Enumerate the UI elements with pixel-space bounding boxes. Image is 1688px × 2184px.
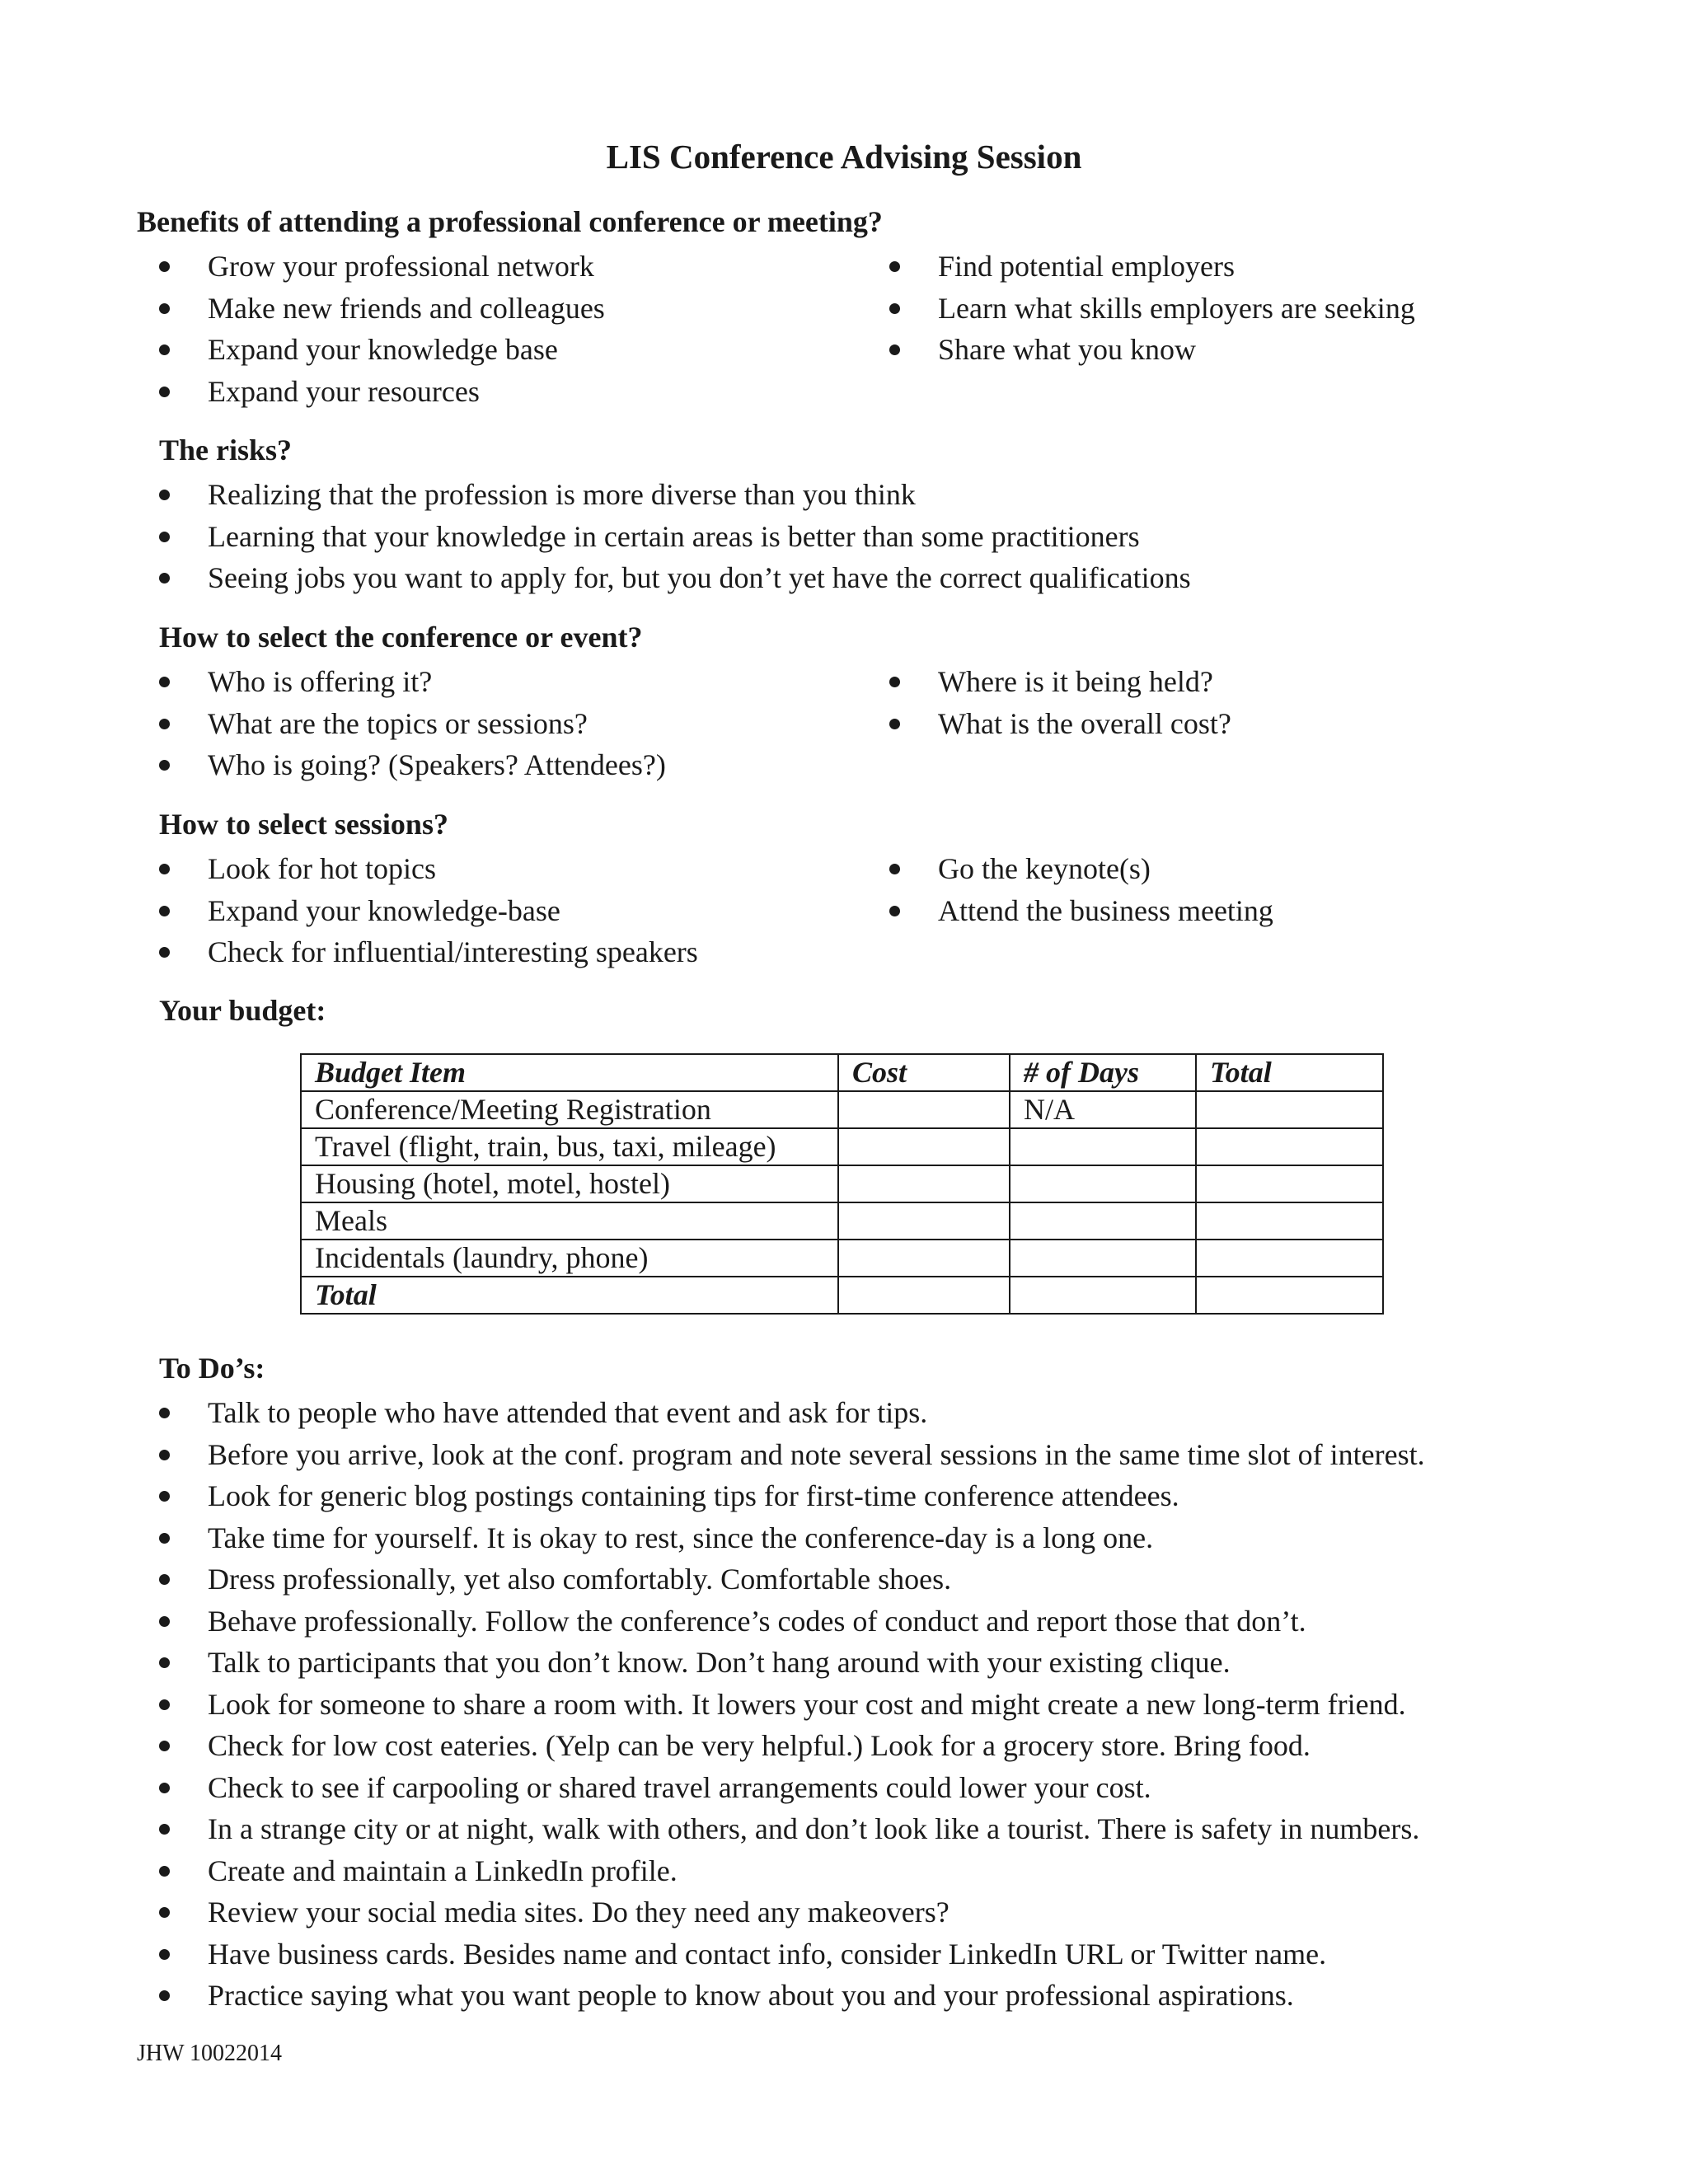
list-item xyxy=(159,1725,1425,1767)
list-item-text: Where is it being held? xyxy=(938,665,1213,698)
budget-cell: Housing (hotel, motel, hostel) xyxy=(301,1165,838,1202)
budget-cell xyxy=(838,1165,1010,1202)
bullet-icon xyxy=(159,1699,170,1710)
bullet-icon xyxy=(159,532,170,542)
bullet-icon xyxy=(159,864,170,874)
list-item xyxy=(159,371,605,413)
budget-cell xyxy=(1196,1277,1383,1314)
list-item xyxy=(889,246,1415,288)
list-item xyxy=(159,848,698,890)
bullet-icon xyxy=(159,1574,170,1585)
list-item-text: Who is going? (Speakers? Attendees?) xyxy=(208,748,666,781)
select-sessions-heading: How to select sessions? xyxy=(159,808,448,841)
bullet-icon xyxy=(159,1741,170,1751)
budget-cell xyxy=(1196,1240,1383,1277)
list-item xyxy=(159,931,698,973)
list-item xyxy=(159,557,1191,599)
table-row xyxy=(301,1128,1383,1165)
list-item-text: Check to see if carpooling or shared travel arrangements could lower your cost. xyxy=(208,1770,1151,1804)
budget-header-row xyxy=(301,1054,1383,1091)
budget-cell xyxy=(1010,1128,1196,1165)
risks-list xyxy=(159,474,1191,599)
list-item-text: Learn what skills employers are seeking xyxy=(938,291,1415,325)
budget-col-total: Total xyxy=(1196,1054,1383,1091)
list-item xyxy=(159,1517,1425,1559)
table-row xyxy=(301,1240,1383,1277)
budget-cell: Meals xyxy=(301,1202,838,1240)
list-item-text: Go the keynote(s) xyxy=(938,852,1151,885)
list-item xyxy=(159,329,605,371)
select-conference-heading: How to select the conference or event? xyxy=(159,621,643,654)
budget-heading: Your budget: xyxy=(159,994,326,1027)
benefits-left-list xyxy=(159,246,605,412)
budget-cell xyxy=(1010,1240,1196,1277)
bullet-icon xyxy=(889,303,900,314)
select-sessions-left-list xyxy=(159,848,698,973)
bullet-icon xyxy=(159,1783,170,1793)
bullet-icon xyxy=(889,719,900,729)
budget-cell xyxy=(1196,1202,1383,1240)
select-conference-left-list xyxy=(159,661,666,786)
budget-cell: Incidentals (laundry, phone) xyxy=(301,1240,838,1277)
list-item xyxy=(159,1933,1425,1975)
bullet-icon xyxy=(159,1990,170,2001)
benefits-right-list xyxy=(889,246,1415,371)
list-item-text: Take time for yourself. It is okay to rest, since the conference-day is a long one. xyxy=(208,1521,1154,1554)
bullet-icon xyxy=(159,1866,170,1877)
list-item-text: Behave professionally. Follow the conference’s codes of conduct and report those that don’t. xyxy=(208,1604,1306,1638)
bullet-icon xyxy=(159,1657,170,1668)
list-item-text: Create and maintain a LinkedIn profile. xyxy=(208,1854,678,1887)
bullet-icon xyxy=(159,1949,170,1960)
footer-code: JHW 10022014 xyxy=(137,2041,283,2066)
list-item xyxy=(159,890,698,932)
budget-cell: Conference/Meeting Registration xyxy=(301,1091,838,1128)
list-item xyxy=(159,288,605,330)
bullet-icon xyxy=(889,344,900,355)
budget-col-cost: Cost xyxy=(838,1054,1010,1091)
table-row xyxy=(301,1165,1383,1202)
list-item-text: Expand your knowledge-base xyxy=(208,893,560,927)
bullet-icon xyxy=(159,1616,170,1627)
list-item xyxy=(159,1558,1425,1601)
budget-cell: N/A xyxy=(1010,1091,1196,1128)
budget-cell xyxy=(1196,1091,1383,1128)
list-item-text: Practice saying what you want people to know about you and your professional aspirations. xyxy=(208,1979,1294,2012)
bullet-icon xyxy=(159,1824,170,1835)
risks-heading: The risks? xyxy=(159,434,293,466)
bullet-icon xyxy=(159,1491,170,1502)
list-item xyxy=(889,890,1273,932)
page-title: LIS Conference Advising Session xyxy=(606,138,1082,176)
budget-col-item: Budget Item xyxy=(301,1054,838,1091)
budget-cell xyxy=(838,1202,1010,1240)
list-item xyxy=(889,703,1231,745)
list-item xyxy=(159,1808,1425,1850)
bullet-icon xyxy=(159,303,170,314)
list-item-text: Look for generic blog postings containing tips for first-time conference attendees. xyxy=(208,1479,1179,1512)
list-item-text: Share what you know xyxy=(938,333,1196,366)
list-item xyxy=(159,1475,1425,1517)
list-item xyxy=(159,1850,1425,1892)
bullet-icon xyxy=(159,1907,170,1918)
budget-table xyxy=(300,1053,1384,1315)
select-sessions-right-list xyxy=(889,848,1273,931)
list-item xyxy=(159,1767,1425,1809)
list-item xyxy=(889,329,1415,371)
list-item xyxy=(889,288,1415,330)
budget-cell xyxy=(838,1277,1010,1314)
list-item-text: Grow your professional network xyxy=(208,250,594,283)
budget-cell xyxy=(1010,1277,1196,1314)
table-row xyxy=(301,1202,1383,1240)
budget-cell xyxy=(838,1091,1010,1128)
table-row xyxy=(301,1091,1383,1128)
budget-cell xyxy=(838,1240,1010,1277)
list-item xyxy=(889,848,1273,890)
list-item-text: Talk to people who have attended that event and ask for tips. xyxy=(208,1396,928,1429)
list-item-text: Seeing jobs you want to apply for, but you don’t yet have the correct qualifications xyxy=(208,561,1191,594)
todos-list xyxy=(159,1392,1425,2017)
budget-cell xyxy=(1196,1165,1383,1202)
list-item-text: Have business cards. Besides name and contact info, consider LinkedIn URL or Twitter name. xyxy=(208,1937,1327,1971)
list-item xyxy=(159,703,666,745)
budget-cell xyxy=(838,1128,1010,1165)
list-item xyxy=(159,1975,1425,2017)
list-item-text: Talk to participants that you don’t know. Don’t hang around with your existing clique. xyxy=(208,1646,1231,1679)
list-item-text: Look for someone to share a room with. It lowers your cost and might create a new long-term friend. xyxy=(208,1687,1406,1721)
list-item-text: Who is offering it? xyxy=(208,665,433,698)
list-item-text: Make new friends and colleagues xyxy=(208,291,605,325)
bullet-icon xyxy=(159,760,170,771)
bullet-icon xyxy=(159,1408,170,1418)
budget-cell: Travel (flight, train, bus, taxi, mileage) xyxy=(301,1128,838,1165)
list-item-text: What is the overall cost? xyxy=(938,706,1231,740)
bullet-icon xyxy=(889,261,900,272)
list-item xyxy=(159,516,1191,558)
list-item-text: Look for hot topics xyxy=(208,852,436,885)
list-item-text: Check for influential/interesting speakers xyxy=(208,935,698,968)
list-item-text: Expand your knowledge base xyxy=(208,333,558,366)
list-item xyxy=(159,1392,1425,1434)
list-item xyxy=(159,246,605,288)
bullet-icon xyxy=(159,1533,170,1544)
budget-cell xyxy=(1196,1128,1383,1165)
bullet-icon xyxy=(159,573,170,583)
bullet-icon xyxy=(159,677,170,687)
list-item xyxy=(159,661,666,703)
bullet-icon xyxy=(159,947,170,958)
bullet-icon xyxy=(159,490,170,500)
table-row xyxy=(301,1277,1383,1314)
bullet-icon xyxy=(159,387,170,397)
list-item xyxy=(159,744,666,786)
list-item xyxy=(159,474,1191,516)
list-item xyxy=(159,1601,1425,1643)
list-item-text: Review your social media sites. Do they need any makeovers? xyxy=(208,1896,950,1929)
list-item-text: Realizing that the profession is more diverse than you think xyxy=(208,478,916,511)
select-conference-right-list xyxy=(889,661,1231,744)
budget-cell xyxy=(1010,1165,1196,1202)
bullet-icon xyxy=(889,864,900,874)
budget-cell xyxy=(1010,1202,1196,1240)
list-item xyxy=(159,1684,1425,1726)
bullet-icon xyxy=(159,1450,170,1460)
list-item-text: Expand your resources xyxy=(208,374,480,408)
bullet-icon xyxy=(159,719,170,729)
list-item-text: Attend the business meeting xyxy=(938,893,1273,927)
list-item xyxy=(159,1434,1425,1476)
bullet-icon xyxy=(159,261,170,272)
list-item-text: In a strange city or at night, walk with others, and don’t look like a tourist. There is safety in numbers. xyxy=(208,1812,1420,1845)
list-item xyxy=(889,661,1231,703)
list-item xyxy=(159,1891,1425,1933)
bullet-icon xyxy=(889,906,900,916)
budget-total-label: Total xyxy=(301,1277,838,1314)
bullet-icon xyxy=(889,677,900,687)
budget-col-days: # of Days xyxy=(1010,1054,1196,1091)
list-item-text: Learning that your knowledge in certain areas is better than some practitioners xyxy=(208,519,1140,553)
bullet-icon xyxy=(159,906,170,916)
list-item-text: Check for low cost eateries. (Yelp can be very helpful.) Look for a grocery store. Bring food. xyxy=(208,1729,1311,1762)
list-item xyxy=(159,1642,1425,1684)
list-item-text: Find potential employers xyxy=(938,250,1235,283)
list-item-text: Before you arrive, look at the conf. program and note several sessions in the same time slot of interest. xyxy=(208,1437,1425,1471)
benefits-heading: Benefits of attending a professional conference or meeting? xyxy=(137,205,883,238)
list-item-text: What are the topics or sessions? xyxy=(208,706,588,740)
todos-heading: To Do’s: xyxy=(159,1352,265,1385)
bullet-icon xyxy=(159,344,170,355)
list-item-text: Dress professionally, yet also comfortably. Comfortable shoes. xyxy=(208,1563,952,1596)
